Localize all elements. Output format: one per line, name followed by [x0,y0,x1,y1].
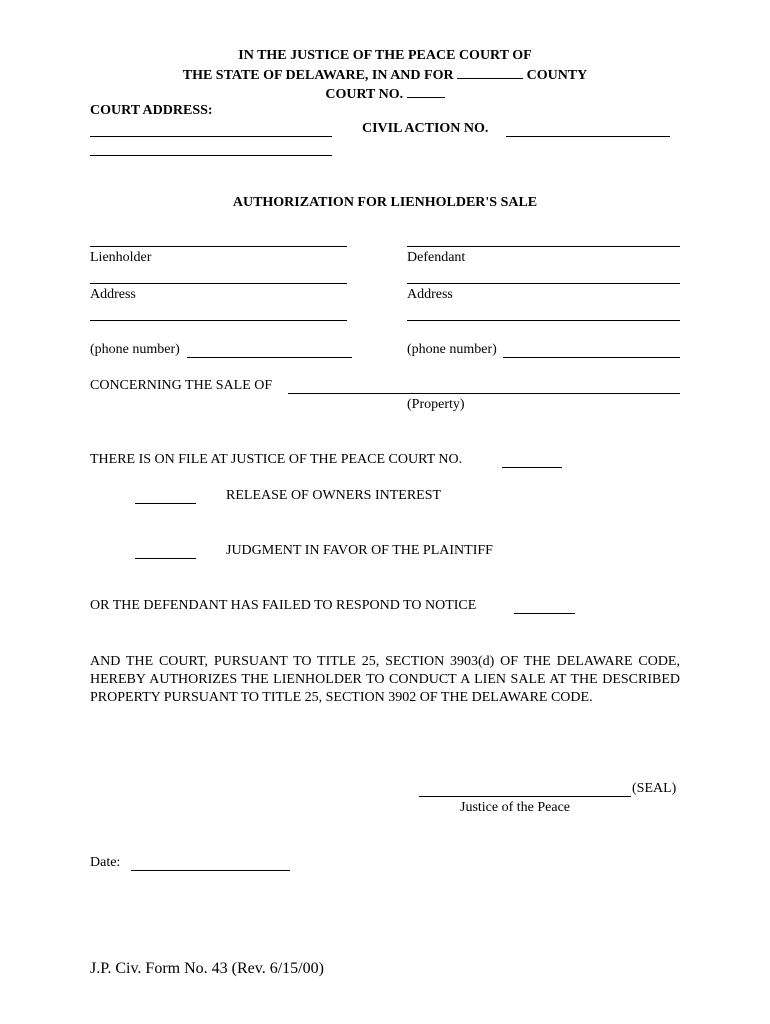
court-header-line1: IN THE JUSTICE OF THE PEACE COURT OF [238,48,532,63]
court-no-label: COURT NO. [325,87,404,102]
court-address-line-1[interactable] [90,136,332,137]
defendant-phone-blank[interactable] [503,357,680,358]
county-label: COUNTY [526,68,588,83]
court-header-line2 [0,66,770,84]
lienholder-address-label: Address [90,287,136,302]
defendant-address-label: Address [407,287,453,302]
county-blank[interactable] [457,66,523,79]
civil-action-blank[interactable] [506,136,670,137]
defendant-phone-label: (phone number) [407,342,497,357]
lienholder-name-line[interactable] [90,246,347,247]
form-number-footer: J.P. Civ. Form No. 43 (Rev. 6/15/00) [90,960,324,977]
court-header-line3 [0,85,770,103]
lienholder-address-line-2[interactable] [90,320,347,321]
date-label: Date: [90,855,121,870]
release-option-label: RELEASE OF OWNERS INTEREST [226,488,442,503]
judge-signature-line[interactable] [419,796,631,797]
defendant-label: Defendant [407,250,466,265]
seal-label: (SEAL) [632,781,677,796]
failed-respond-blank[interactable] [514,613,575,614]
court-no-blank[interactable] [407,85,445,98]
defendant-address-line-1[interactable] [407,283,680,284]
release-check-blank[interactable] [135,503,196,504]
judgment-check-blank[interactable] [135,558,196,559]
defendant-name-line[interactable] [407,246,680,247]
civil-action-label: CIVIL ACTION NO. [362,121,489,136]
date-blank[interactable] [131,870,290,871]
form-title: AUTHORIZATION FOR LIENHOLDER'S SALE [232,195,538,210]
court-no-on-file-blank[interactable] [502,467,562,468]
concerning-label: CONCERNING THE SALE OF [90,378,273,393]
defendant-address-line-2[interactable] [407,320,680,321]
lienholder-phone-blank[interactable] [187,357,352,358]
judgment-option-label: JUDGMENT IN FAVOR OF THE PLAINTIFF [226,543,493,558]
property-label: (Property) [407,397,465,412]
lienholder-address-line-1[interactable] [90,283,347,284]
court-address-line-2[interactable] [90,155,332,156]
justice-title-label: Justice of the Peace [460,800,571,815]
court-address-label: COURT ADDRESS: [90,103,213,118]
on-file-text: THERE IS ON FILE AT JUSTICE OF THE PEACE COURT NO. [90,452,463,467]
state-label: THE STATE OF DELAWARE, IN AND FOR [182,68,454,83]
lienholder-phone-label: (phone number) [90,342,180,357]
authorization-paragraph: AND THE COURT, PURSUANT TO TITLE 25, SECTION 3903(d) OF THE DELAWARE CODE, HEREBY AUTHORIZES THE LIENHOLDER TO CONDUCT A LIEN SALE AT THE DESCRIBED PROPERTY PURSUANT TO TITLE 25, SECTION 3902 OF THE DELAWARE CODE. [90,654,680,705]
failed-respond-text: OR THE DEFENDANT HAS FAILED TO RESPOND TO NOTICE [90,598,477,613]
lienholder-label: Lienholder [90,250,152,265]
property-blank[interactable] [288,393,680,394]
